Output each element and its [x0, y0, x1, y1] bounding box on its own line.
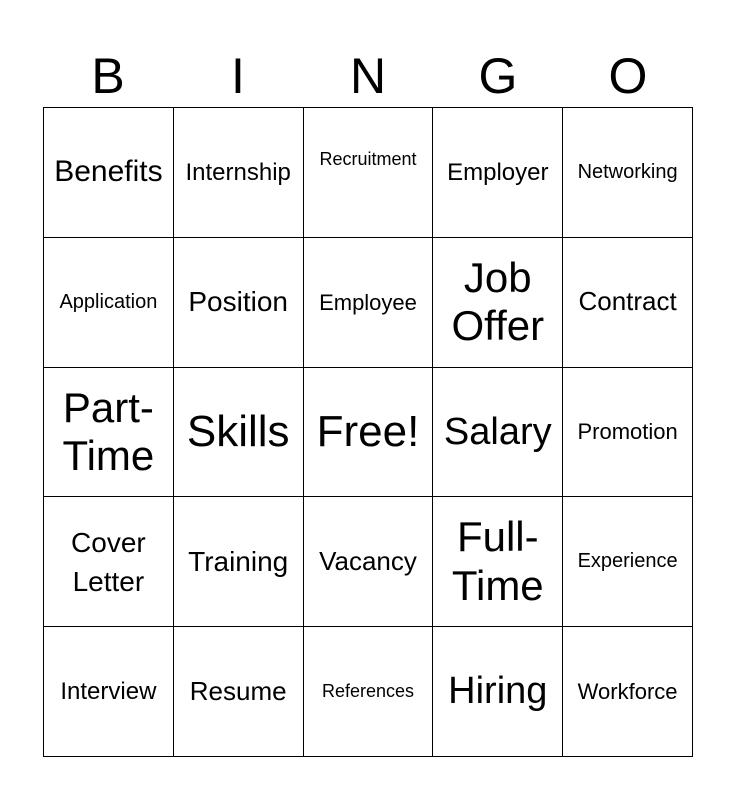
- cell-label: Employee: [319, 289, 417, 315]
- header-letter-b: B: [91, 48, 125, 104]
- cell-label: Vacancy: [319, 545, 417, 576]
- cell-label: Workforce: [577, 678, 678, 704]
- bingo-cell: [563, 497, 693, 627]
- bingo-cell: [563, 108, 693, 238]
- bingo-cell: [174, 497, 304, 627]
- bingo-cell: [174, 368, 304, 498]
- bingo-grid: [43, 107, 693, 757]
- cell-label: Resume: [189, 675, 287, 706]
- cell-label: Cover Letter: [71, 526, 146, 597]
- bingo-cell: [433, 238, 563, 368]
- bingo-cell: [563, 627, 693, 757]
- free-space-label: Free!: [316, 407, 420, 457]
- cell-label: Experience: [577, 550, 678, 573]
- cell-label: Full- Time: [451, 513, 544, 609]
- bingo-cell: [433, 627, 563, 757]
- bingo-cell: [44, 238, 174, 368]
- bingo-cell: [174, 238, 304, 368]
- header-letter-i: I: [231, 48, 245, 104]
- cell-label: Networking: [577, 160, 678, 183]
- cell-label: Part- Time: [62, 383, 155, 479]
- bingo-cell: [563, 368, 693, 498]
- header-letter-o: O: [608, 48, 648, 104]
- cell-label: Training: [188, 545, 289, 577]
- bingo-cell: [44, 627, 174, 757]
- cell-label: References: [321, 681, 415, 702]
- bingo-cell: [563, 238, 693, 368]
- cell-label: Interview: [60, 677, 157, 705]
- bingo-cell free-space: [304, 368, 434, 498]
- bingo-cell: [304, 627, 434, 757]
- bingo-cell: [44, 108, 174, 238]
- cell-label: Benefits: [54, 155, 163, 189]
- bingo-cell: [304, 238, 434, 368]
- cell-label: Salary: [443, 410, 552, 453]
- cell-label: Skills: [186, 407, 290, 457]
- bingo-header: [43, 45, 693, 107]
- cell-label: Job Offer: [451, 253, 545, 350]
- cell-label: Recruitment: [319, 149, 417, 170]
- bingo-cell: [44, 368, 174, 498]
- cell-label: Position: [188, 286, 288, 318]
- cell-label: Contract: [578, 286, 677, 317]
- bingo-cell: [433, 368, 563, 498]
- bingo-cell: [304, 497, 434, 627]
- bingo-cell: [174, 108, 304, 238]
- bingo-cell: [44, 497, 174, 627]
- bingo-cell: [304, 108, 434, 238]
- bingo-cell: [433, 497, 563, 627]
- cell-label: Hiring: [448, 670, 548, 713]
- cell-label: Promotion: [577, 419, 678, 445]
- cell-label: Employer: [447, 158, 549, 186]
- bingo-cell: [174, 627, 304, 757]
- cell-label: Application: [59, 290, 158, 313]
- bingo-cell: [433, 108, 563, 238]
- cell-label: Internship: [185, 158, 291, 186]
- header-letter-g: G: [478, 48, 518, 104]
- header-letter-n: N: [349, 48, 387, 104]
